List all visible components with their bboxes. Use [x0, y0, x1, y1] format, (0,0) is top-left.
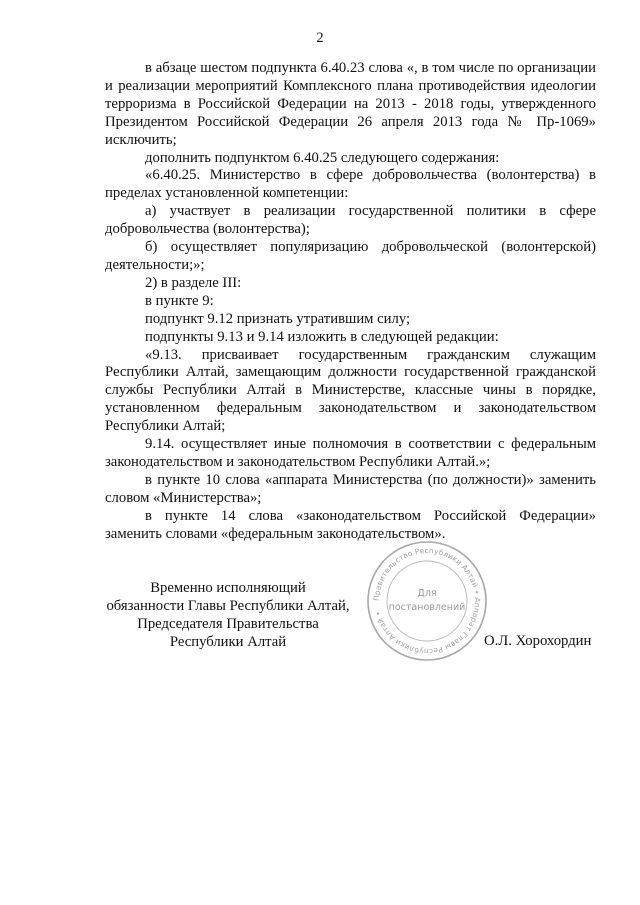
- signature-title-line: Председателя Правительства: [137, 615, 319, 632]
- stamp-outer-ring: [368, 542, 486, 660]
- svg-text:Правительство Республики Алтай: [372, 546, 482, 656]
- stamp-text-line: постановлений: [388, 602, 466, 613]
- paragraph: б) осуществляет популяризацию добровольческой (волонтерской) деятельности;»;: [105, 239, 596, 273]
- stamp-ring-text: Правительство Республики Алтай • Аппарат Главы Республики Алтай •: [371, 545, 483, 657]
- paragraph: в пункте 10 слова «аппарата Министерства (по должности)» заменить словом «Министерства»;: [105, 471, 596, 506]
- paragraph: в абзаце шестом подпункта 6.40.23 слова «, в том числе по организации и реализации мероприятий Комплексного плана противодействия идеологии терроризма в Российской Федерации на 2013 - 2018 годы, утвержденного Президентом Российской Федерации 26 апреля 2013 года № Пр-1069» исключить;: [105, 60, 596, 148]
- paragraph: подпункты 9.13 и 9.14 изложить в следующей редакции:: [145, 328, 499, 345]
- paragraph: в пункте 9:: [145, 292, 214, 309]
- paragraph: «9.13. присваивает государственным гражданским служащим Республики Алтай, замещающим должности государственной гражданской службы Республики Алтай в Министерстве, классные чины в порядке, установленном федеральным законодательством и законодательством Республики Алтай;: [105, 346, 596, 435]
- stamp-text-line: Для: [417, 588, 437, 599]
- document-body: [105, 60, 596, 543]
- paragraph: дополнить подпунктом 6.40.25 следующего содержания:: [145, 149, 500, 166]
- signer-name: О.Л. Хорохордин: [484, 633, 592, 649]
- official-stamp: [366, 540, 488, 662]
- paragraph: подпункт 9.12 признать утратившим силу;: [145, 310, 411, 327]
- page-number: 2: [316, 30, 324, 46]
- signature-title-line: Временно исполняющий: [150, 580, 306, 596]
- signature-title-line: Республики Алтай: [169, 633, 287, 650]
- stamp-inner-ring: [387, 561, 467, 641]
- paragraph: «6.40.25. Министерство в сфере добровольчества (волонтерства) в пределах установленной компетенции:: [105, 167, 596, 202]
- signature-block: [98, 580, 358, 652]
- paragraph: а) участвует в реализации государственной политики в сфере добровольчества (волонтерства);: [105, 203, 596, 238]
- paragraph: 9.14. осуществляет иные полномочия в соответствии с федеральным законодательством и законодательством Республики Алтай.»;: [105, 436, 596, 470]
- paragraph: 2) в разделе III:: [145, 274, 242, 291]
- paragraph: в пункте 14 слова «законодательством Российской Федерации» заменить словами «федеральным законодательством».: [105, 507, 596, 542]
- signature-title-line: обязанности Главы Республики Алтай,: [106, 597, 350, 614]
